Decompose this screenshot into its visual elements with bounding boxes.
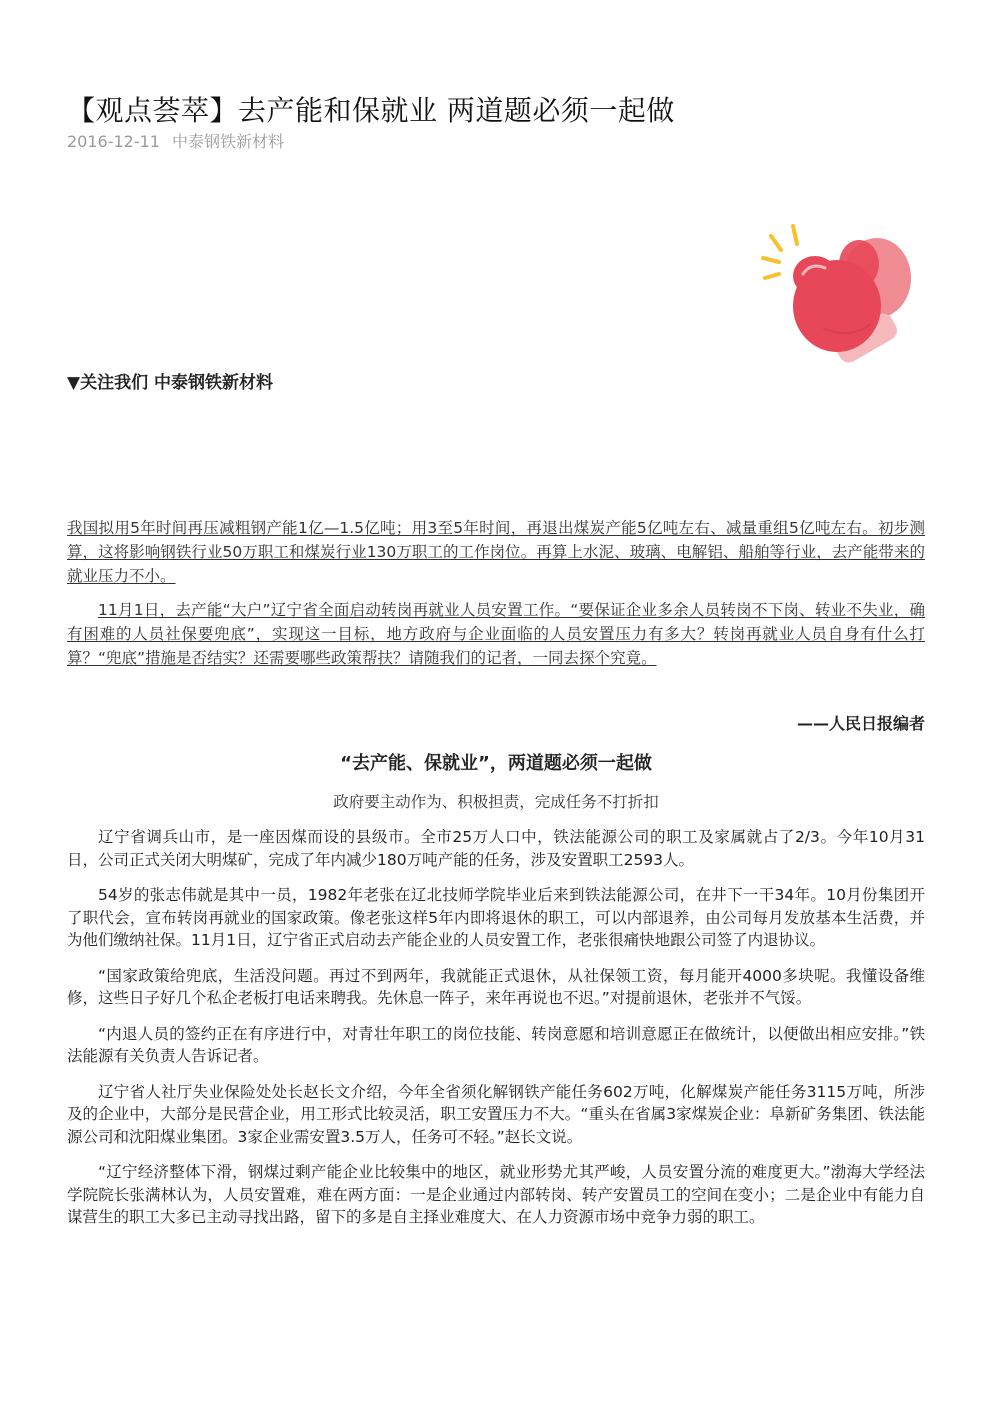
intro-paragraph: 11月1日，去产能“大户”辽宁省全面启动转岗再就业人员安置工作。“要保证企业多余人员转岗不下岗、转业不失业，确有困难的人员社保要兜底”，实现这一目标，地方政府与企业面临的人员安置压力有多大？转岗再就业人员自身有什么打算？“兜底”措施是否结实？还需要哪些政策帮扶？请随我们的记者，一同去探个究竟。 bbox=[67, 601, 925, 667]
body-paragraph: “国家政策给兜底，生活没问题。再过不到两年，我就能正式退休，从社保领工资，每月能开4000多块呢。我懂设备维修，这些日子好几个私企老板打电话来聘我。先休息一阵子，来年再说也不迟。”对提前退休，老张并不气馁。 bbox=[67, 966, 925, 1007]
body-paragraph: 辽宁省调兵山市，是一座因煤而设的县级市。全市25万人口中，铁法能源公司的职工及家属就占了2/3。今年10月31日，公司正式关闭大明煤矿，完成了年内减少180万吨产能的任务，涉及安置职工2593人。 bbox=[67, 828, 925, 869]
body-paragraph: “内退人员的签约正在有序进行中，对青壮年职工的岗位技能、转岗意愿和培训意愿正在做统计，以便做出相应安排。”铁法能源有关负责人告诉记者。 bbox=[67, 1024, 925, 1065]
article-title: 【观点荟萃】去产能和保就业 两道题必须一起做 bbox=[67, 93, 675, 127]
editor-intro bbox=[67, 516, 925, 680]
section-heading: “去产能、保就业”，两道题必须一起做 bbox=[340, 753, 652, 774]
editor-signature: ——人民日报编者 bbox=[796, 714, 925, 733]
body-paragraph: “辽宁经济整体下滑，钢煤过剩产能企业比较集中的地区，就业形势尤其严峻，人员安置分流的难度更大。”渤海大学经法学院院长张满林认为，人员安置难，难在两方面：一是企业通过内部转岗、转产安置员工的空间在变小；二是企业中有能力自谋营生的职工大多已主动寻找出路，留下的多是自主择业难度大、在人力资源市场中竞争力弱的职工。 bbox=[67, 1163, 925, 1226]
section-subheading: 政府要主动作为、积极担责，完成任务不打折扣 bbox=[333, 793, 659, 811]
boxing-glove-icon bbox=[759, 224, 919, 372]
publish-date: 2016-12-11 bbox=[67, 132, 160, 151]
body-paragraph: 54岁的张志伟就是其中一员，1982年老张在辽北技师学院毕业后来到铁法能源公司，在井下一干34年。10月份集团开了职代会，宣布转岗再就业的国家政策。像老张这样5年内即将退休的职工，可以内部退养，由公司每月发放基本生活费，并为他们缴纳社保。11月1日，辽宁省正式启动去产能企业的人员安置工作，老张很痛快地跟公司签了内退协议。 bbox=[67, 886, 925, 949]
account-name-link[interactable]: 中泰钢铁新材料 bbox=[171, 132, 284, 151]
article-body bbox=[67, 826, 925, 1242]
intro-paragraph: 我国拟用5年时间再压减粗钢产能1亿—1.5亿吨；用3至5年时间，再退出煤炭产能5亿吨左右、减量重组5亿吨左右。初步测算，这将影响钢铁行业50万职工和煤炭行业130万职工的工作岗位。再算上水泥、玻璃、电解铝、船舶等行业，去产能带来的就业压力不小。 bbox=[67, 519, 925, 585]
body-paragraph: 辽宁省人社厅失业保险处处长赵长文介绍，今年全省须化解钢铁产能任务602万吨，化解煤炭产能任务3115万吨，所涉及的企业中，大部分是民营企业，用工形式比较灵活，职工安置压力不大。“重头在省属3家煤炭企业：阜新矿务集团、铁法能源公司和沈阳煤业集团。3家企业需安置3.5万人，任务可不轻。”赵长文说。 bbox=[67, 1082, 925, 1146]
article-meta bbox=[67, 130, 284, 154]
follow-prompt: ▼关注我们 中泰钢铁新材料 bbox=[67, 373, 273, 393]
